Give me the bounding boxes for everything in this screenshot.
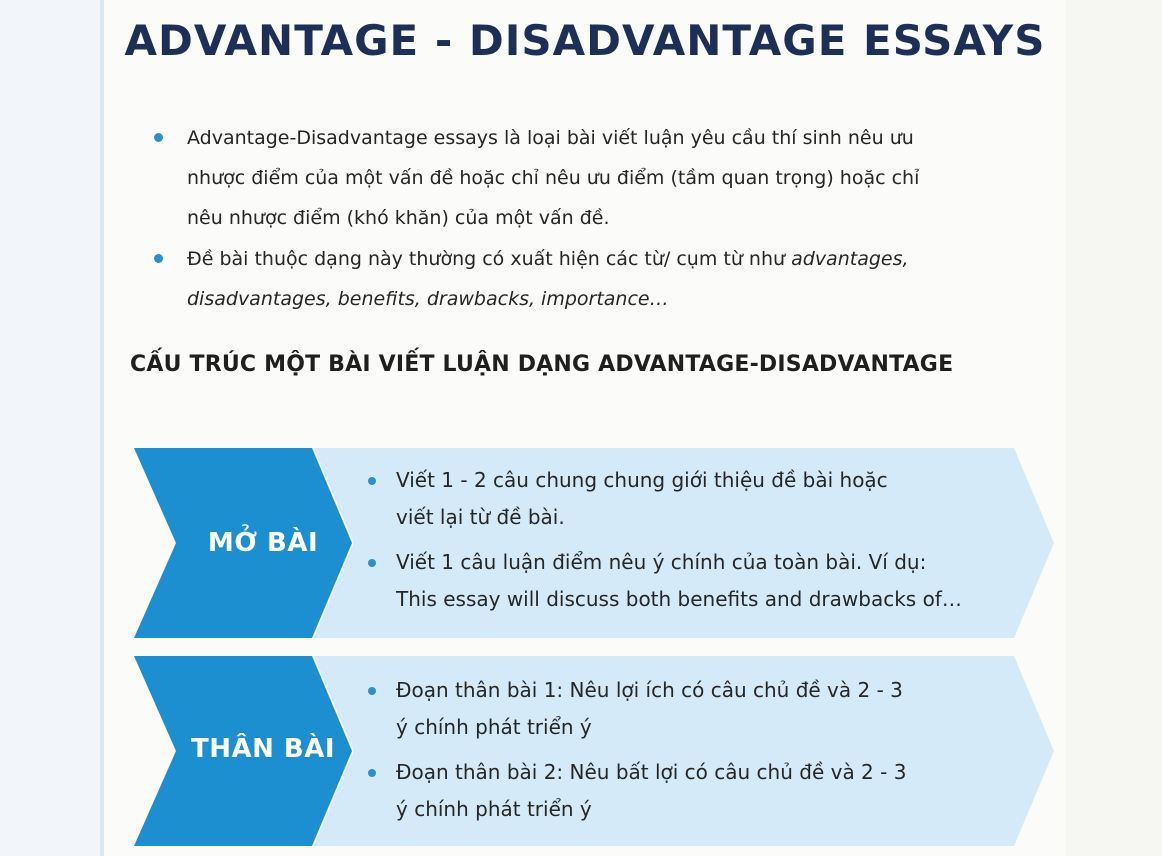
intro-1-line-1: Advantage-Disadvantage essays là loại bài viết luận yêu cầu thí sinh nêu ưu: [187, 127, 914, 149]
section-point: [364, 462, 1004, 536]
structure-heading: CẤU TRÚC MỘT BÀI VIẾT LUẬN DẠNG ADVANTAGE-DISADVANTAGE: [130, 352, 954, 377]
bullet-icon: [154, 254, 163, 263]
document-page: [104, 0, 1066, 856]
page-margin-right: [1066, 0, 1162, 856]
section-label: MỞ BÀI: [207, 528, 319, 558]
intro-item: [154, 239, 1074, 319]
bullet-icon: [154, 133, 163, 142]
intro-2-italic-1: advantages,: [791, 248, 909, 270]
section-point: [364, 754, 1004, 828]
bullet-icon: [368, 559, 376, 567]
intro-1-line-3: nêu nhược điểm (khó khăn) của một vấn đề.: [187, 207, 610, 229]
intro-list: [154, 118, 1074, 319]
point-line: viết lại từ đề bài.: [396, 505, 565, 529]
intro-1-line-2: nhược điểm của một vấn đề hoặc chỉ nêu ưu điểm (tầm quan trọng) hoặc chỉ: [187, 167, 920, 189]
section-points: [364, 672, 1004, 836]
point-line: ý chính phát triển ý: [396, 715, 592, 739]
point-line: Viết 1 - 2 câu chung chung giới thiệu đề bài hoặc: [396, 468, 888, 492]
bullet-icon: [368, 687, 376, 695]
intro-2-italic-2: disadvantages, benefits, drawbacks, importance…: [187, 288, 669, 310]
section-label: THÂN BÀI: [190, 734, 336, 764]
bullet-icon: [368, 477, 376, 485]
point-line: Đoạn thân bài 2: Nêu bất lợi có câu chủ đề và 2 - 3: [396, 760, 907, 784]
point-line: ý chính phát triển ý: [396, 797, 592, 821]
point-line: Đoạn thân bài 1: Nêu lợi ích có câu chủ đề và 2 - 3: [396, 678, 903, 702]
page-margin-left: [0, 0, 100, 856]
intro-2-text: Đề bài thuộc dạng này thường có xuất hiện các từ/ cụm từ như: [187, 248, 792, 270]
section-row-intro: [134, 448, 1054, 638]
section-row-body: [134, 656, 1054, 846]
section-points: [364, 462, 1004, 626]
intro-item: [154, 118, 1074, 238]
page-title: ADVANTAGE - DISADVANTAGE ESSAYS: [124, 16, 1046, 65]
bullet-icon: [368, 769, 376, 777]
point-line: Viết 1 câu luận điểm nêu ý chính của toàn bài. Ví dụ:: [396, 550, 927, 574]
section-point: [364, 544, 1004, 618]
section-point: [364, 672, 1004, 746]
point-line: This essay will discuss both benefits and drawbacks of…: [396, 587, 962, 611]
